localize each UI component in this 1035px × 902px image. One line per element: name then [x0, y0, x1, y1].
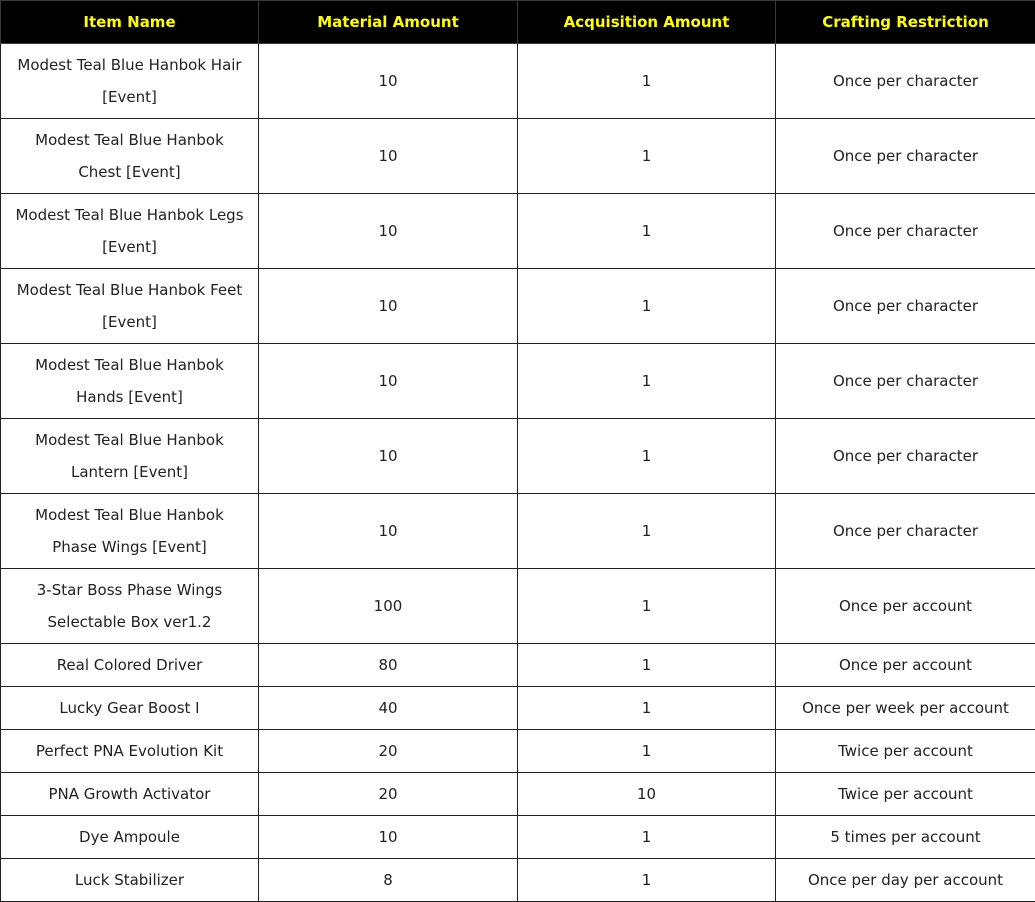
- crafting-restriction-cell: Once per character: [776, 269, 1035, 344]
- table-row: [1, 494, 1035, 569]
- item-name-cell: Luck Stabilizer: [1, 859, 259, 902]
- table-row: [1, 269, 1035, 344]
- item-name-line1: Modest Teal Blue Hanbok Feet: [16, 281, 243, 299]
- crafting-restriction-cell: Once per character: [776, 119, 1035, 194]
- table-row: [1, 44, 1035, 119]
- acquisition-amount-cell: 1: [518, 730, 776, 773]
- material-amount-cell: 10: [259, 269, 518, 344]
- item-name-line1: Modest Teal Blue Hanbok: [35, 431, 224, 449]
- material-amount-cell: 10: [259, 119, 518, 194]
- item-name-line2: Phase Wings [Event]: [52, 538, 207, 556]
- crafting-restriction-cell: Once per week per account: [776, 687, 1035, 730]
- table-row: [1, 730, 1035, 773]
- header-material-amount: Material Amount: [259, 1, 518, 44]
- item-name-line1: Modest Teal Blue Hanbok: [35, 506, 224, 524]
- item-name-cell: [1, 419, 259, 494]
- acquisition-amount-cell: 1: [518, 269, 776, 344]
- table-row: [1, 344, 1035, 419]
- item-name-line1: Modest Teal Blue Hanbok: [35, 131, 224, 149]
- material-amount-cell: 80: [259, 644, 518, 687]
- item-name-cell: Perfect PNA Evolution Kit: [1, 730, 259, 773]
- acquisition-amount-cell: 10: [518, 773, 776, 816]
- crafting-restriction-cell: Twice per account: [776, 730, 1035, 773]
- item-name-cell: [1, 494, 259, 569]
- item-name-cell: Lucky Gear Boost I: [1, 687, 259, 730]
- material-amount-cell: 10: [259, 194, 518, 269]
- crafting-restriction-cell: Twice per account: [776, 773, 1035, 816]
- acquisition-amount-cell: 1: [518, 419, 776, 494]
- item-name-cell: Real Colored Driver: [1, 644, 259, 687]
- crafting-restriction-cell: Once per character: [776, 44, 1035, 119]
- header-acquisition-amount: Acquisition Amount: [518, 1, 776, 44]
- acquisition-amount-cell: 1: [518, 644, 776, 687]
- acquisition-amount-cell: 1: [518, 344, 776, 419]
- crafting-restriction-cell: Once per character: [776, 419, 1035, 494]
- material-amount-cell: 10: [259, 494, 518, 569]
- item-name-line1: 3-Star Boss Phase Wings: [36, 581, 223, 599]
- crafting-restriction-cell: Once per character: [776, 194, 1035, 269]
- acquisition-amount-cell: 1: [518, 194, 776, 269]
- item-name-cell: [1, 269, 259, 344]
- header-crafting-restriction: Crafting Restriction: [776, 1, 1035, 44]
- material-amount-cell: 8: [259, 859, 518, 902]
- item-name-cell: [1, 194, 259, 269]
- crafting-restriction-cell: Once per character: [776, 494, 1035, 569]
- material-amount-cell: 10: [259, 816, 518, 859]
- item-name-line2: [Event]: [102, 313, 157, 331]
- item-name-cell: [1, 569, 259, 644]
- table-row: [1, 419, 1035, 494]
- acquisition-amount-cell: 1: [518, 816, 776, 859]
- acquisition-amount-cell: 1: [518, 494, 776, 569]
- table-row: [1, 119, 1035, 194]
- header-item-name: Item Name: [1, 1, 259, 44]
- material-amount-cell: 20: [259, 773, 518, 816]
- table-row: [1, 569, 1035, 644]
- table-row: [1, 816, 1035, 859]
- table-row: [1, 687, 1035, 730]
- table-row: [1, 773, 1035, 816]
- item-name-line2: [Event]: [102, 88, 157, 106]
- crafting-restriction-cell: 5 times per account: [776, 816, 1035, 859]
- material-amount-cell: 10: [259, 44, 518, 119]
- material-amount-cell: 100: [259, 569, 518, 644]
- item-name-line1: Modest Teal Blue Hanbok: [35, 356, 224, 374]
- item-name-cell: [1, 119, 259, 194]
- acquisition-amount-cell: 1: [518, 119, 776, 194]
- item-name-line2: Chest [Event]: [78, 163, 181, 181]
- material-amount-cell: 20: [259, 730, 518, 773]
- item-name-line2: Hands [Event]: [76, 388, 183, 406]
- crafting-restriction-cell: Once per day per account: [776, 859, 1035, 902]
- item-name-cell: [1, 44, 259, 119]
- acquisition-amount-cell: 1: [518, 687, 776, 730]
- crafting-restriction-cell: Once per character: [776, 344, 1035, 419]
- item-name-line2: [Event]: [102, 238, 157, 256]
- item-name-line2: Selectable Box ver1.2: [47, 613, 212, 631]
- crafting-restriction-cell: Once per account: [776, 644, 1035, 687]
- item-name-line2: Lantern [Event]: [70, 463, 189, 481]
- material-amount-cell: 40: [259, 687, 518, 730]
- table-row: [1, 859, 1035, 902]
- table-row: [1, 644, 1035, 687]
- material-amount-cell: 10: [259, 344, 518, 419]
- crafting-restriction-cell: Once per account: [776, 569, 1035, 644]
- item-name-cell: PNA Growth Activator: [1, 773, 259, 816]
- item-name-cell: [1, 344, 259, 419]
- item-name-line1: Modest Teal Blue Hanbok Legs: [15, 206, 244, 224]
- item-name-line1: Modest Teal Blue Hanbok Hair: [17, 56, 242, 74]
- acquisition-amount-cell: 1: [518, 859, 776, 902]
- table-header-row: [1, 1, 1035, 44]
- material-amount-cell: 10: [259, 419, 518, 494]
- table-row: [1, 194, 1035, 269]
- item-name-cell: Dye Ampoule: [1, 816, 259, 859]
- acquisition-amount-cell: 1: [518, 569, 776, 644]
- acquisition-amount-cell: 1: [518, 44, 776, 119]
